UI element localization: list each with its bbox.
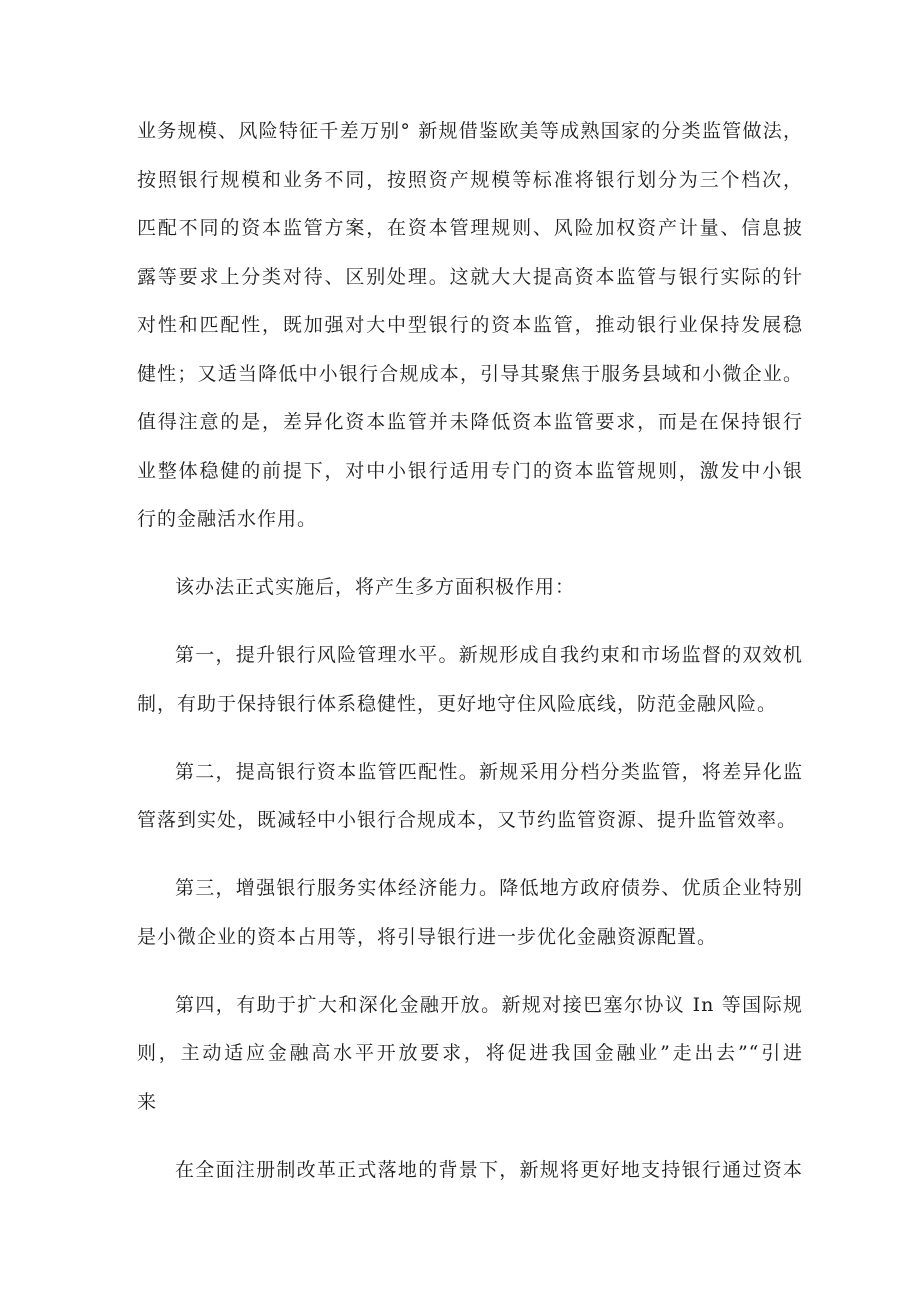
paragraph-line: 业务规模、风险特征千差万别° 新规借鉴欧美等成熟国家的分类监管做法， — [137, 120, 803, 142]
paragraph — [137, 981, 803, 1127]
paragraph — [137, 1146, 803, 1195]
paragraph-line: 匹配不同的资本监管方案，在资本管理规则、风险加权资产计量、信息披 — [137, 217, 803, 239]
paragraph — [137, 107, 803, 544]
paragraph — [137, 748, 803, 845]
paragraph-line: 管落到实处，既减轻中小银行合规成本，又节约监管资源、提升监管效率。 — [137, 809, 798, 831]
paragraph-line: 健性；又适当降低中小银行合规成本，引导其聚焦于服务县域和小微企业。 — [137, 362, 803, 385]
paragraph-line: 是小微企业的资本占用等，将引导银行进一步优化金融资源配置。 — [137, 925, 718, 948]
paragraph-line: 露等要求上分类对待、区别处理。这就大大提高资本监管与银行实际的针 — [137, 265, 803, 288]
paragraph — [137, 631, 803, 728]
paragraph-line: 按照银行规模和业务不同，按照资产规模等标准将银行划分为三个档次， — [137, 168, 803, 191]
paragraph-line: 来 — [137, 1090, 158, 1113]
paragraph-line: 该办法正式实施后，将产生多方面积极作用： — [175, 576, 576, 598]
paragraph-line: 在全面注册制改革正式落地的背景下，新规将更好地支持银行通过资本 — [175, 1158, 803, 1181]
paragraph-line: 第一，提升银行风险管理水平。新规形成自我约束和市场监督的双效机 — [175, 644, 803, 666]
paragraph-line: 则，主动适应金融高水平开放要求，将促进我国金融业”走出去”“引进 — [137, 1042, 803, 1064]
paragraph-line: 值得注意的是，差异化资本监管并未降低资本监管要求，而是在保持银行 — [137, 411, 803, 433]
paragraph — [137, 864, 803, 961]
paragraph-line: 对性和匹配性，既加强对大中型银行的资本监管，推动银行业保持发展稳 — [137, 314, 803, 336]
paragraph-line: 第三，增强银行服务实体经济能力。降低地方政府债券、优质企业特别 — [175, 877, 803, 899]
paragraph-line: 第四，有助于扩大和深化金融开放。新规对接巴塞尔协议 In 等国际规 — [175, 993, 803, 1016]
paragraph-line: 制，有助于保持银行体系稳健性，更好地守住风险底线，防范金融风险。 — [137, 692, 778, 715]
paragraph-line: 第二，提高银行资本监管匹配性。新规采用分档分类监管，将差异化监 — [175, 760, 803, 783]
paragraph-line: 业整体稳健的前提下，对中小银行适用专门的资本监管规则，激发中小银 — [137, 459, 803, 482]
paragraph-line: 行的金融活水作用。 — [137, 508, 318, 530]
paragraph — [137, 563, 803, 612]
